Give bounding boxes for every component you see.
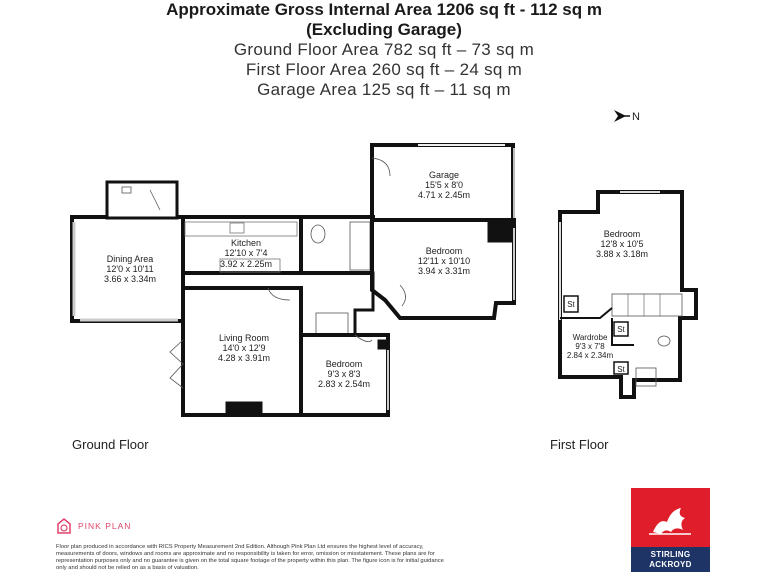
pink-plan-icon <box>56 518 72 534</box>
north-label: N <box>632 111 640 123</box>
living-name: Living Room <box>218 333 270 343</box>
garage-metric: 4.71 x 2.45m <box>417 190 471 200</box>
area-title: Approximate Gross Internal Area 1206 sq ft - 112 sq m <box>166 0 602 19</box>
brand-name <box>631 547 710 572</box>
dining-metric: 3.66 x 3.34m <box>103 274 157 284</box>
bedroom-ff-metric: 3.88 x 3.18m <box>595 249 649 259</box>
bedroom-ff-imperial: 12'8 x 10'5 <box>600 239 644 249</box>
north-arrow-icon <box>614 110 640 123</box>
dining-imperial: 12'0 x 10'11 <box>106 264 154 274</box>
living-imperial: 14'0 x 12'9 <box>222 343 266 353</box>
dining-name: Dining Area <box>106 254 154 264</box>
first-floor-area: First Floor Area 260 sq ft – 24 sq m <box>245 60 523 79</box>
ground-floor-area: Ground Floor Area 782 sq ft – 73 sq m <box>233 40 535 59</box>
wardrobe-name: Wardrobe <box>572 333 608 342</box>
bedroom-ff-name: Bedroom <box>603 229 641 239</box>
pink-plan-text: PINK PLAN <box>78 521 132 531</box>
wardrobe-imperial: 9'3 x 7'8 <box>575 342 605 351</box>
kitchen-imperial: 12'10 x 7'4 <box>224 248 268 258</box>
ground-floor-label: Ground Floor <box>72 437 149 452</box>
bedroom-large-imperial: 12'11 x 10'10 <box>417 256 471 266</box>
bedroom-small-name: Bedroom <box>325 359 363 369</box>
area-subtitle: (Excluding Garage) <box>306 20 462 39</box>
kitchen-name: Kitchen <box>230 238 262 248</box>
bedroom-large-name: Bedroom <box>425 246 463 256</box>
garage-area: Garage Area 125 sq ft – 11 sq m <box>257 80 511 99</box>
bedroom-small-metric: 2.83 x 2.54m <box>317 379 371 389</box>
disclaimer-text: Floor plan produced in accordance with RICS Property Measurement 2nd Edition. Although Pink Plan Ltd ensures the highest level of accuracy, measurements of doors, windows and rooms are approximate and no responsibility is taken for error, omission or misstatement. These plans are for representation purposes only and no guarantee is given on the total square footage of the property within this plan. The figure icon is for initial guidance only and should not be relied on as a basis of valuation. <box>56 544 444 571</box>
bedroom-small-imperial: 9'3 x 8'3 <box>327 369 361 379</box>
first-floor-label: First Floor <box>550 437 609 452</box>
griffin-icon <box>631 488 710 547</box>
storage-label-2: St <box>617 325 625 334</box>
storage-label-1: St <box>567 300 575 309</box>
bedroom-large-metric: 3.94 x 3.31m <box>417 266 471 276</box>
living-metric: 4.28 x 3.91m <box>217 353 271 363</box>
pink-plan-logo <box>56 518 131 534</box>
wardrobe-metric: 2.84 x 2.34m <box>566 351 614 360</box>
stirling-ackroyd-logo <box>631 488 710 572</box>
kitchen-metric: 3.92 x 2.25m <box>219 259 273 269</box>
first-floor-plan <box>560 192 696 397</box>
garage-imperial: 15'5 x 8'0 <box>425 180 463 190</box>
storage-label-3: St <box>617 365 625 374</box>
brand-line-1: STIRLING <box>650 550 691 559</box>
brand-emblem <box>631 488 710 547</box>
brand-line-2: ACKROYD <box>649 560 692 569</box>
garage-name: Garage <box>428 170 460 180</box>
